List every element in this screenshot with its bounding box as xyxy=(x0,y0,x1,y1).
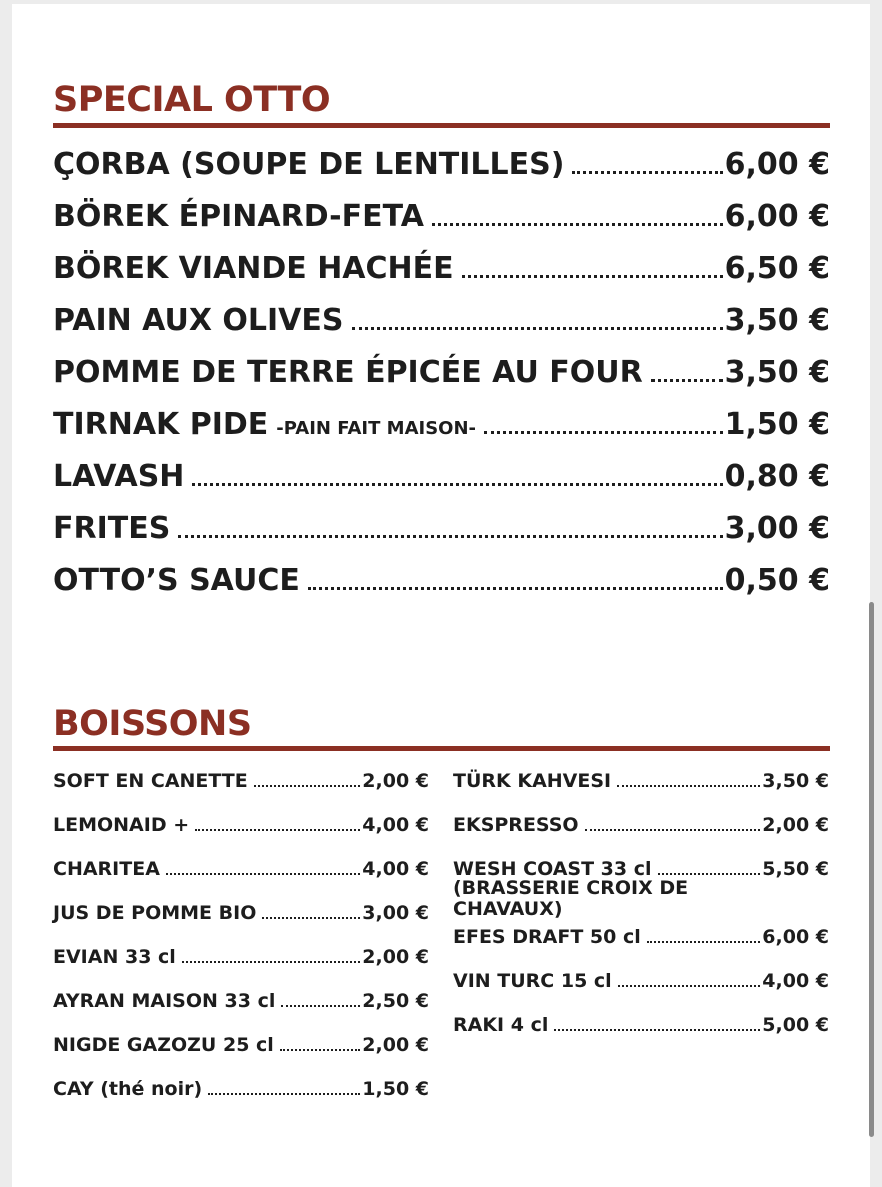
drink-name: EVIAN 33 cl xyxy=(53,946,176,968)
menu-item xyxy=(53,143,830,187)
item-price: 3,00 € xyxy=(724,511,830,546)
dot-leader xyxy=(281,1004,360,1007)
menu-item xyxy=(53,195,830,239)
drink-price: 2,00 € xyxy=(362,1034,429,1056)
drink-item xyxy=(453,766,829,810)
drink-item xyxy=(53,1074,429,1118)
dot-leader xyxy=(195,828,360,831)
menu-item xyxy=(53,455,830,499)
drink-name: RAKI 4 cl xyxy=(453,1014,549,1036)
dot-leader xyxy=(617,784,760,787)
dot-leader xyxy=(182,960,360,963)
drink-price: 6,00 € xyxy=(762,926,829,948)
dot-leader xyxy=(208,1092,360,1095)
drink-price: 2,00 € xyxy=(762,814,829,836)
dot-leader xyxy=(262,916,360,919)
drink-item xyxy=(53,986,429,1030)
item-price: 6,50 € xyxy=(724,251,830,286)
menu-item xyxy=(53,403,830,447)
drink-name: SOFT EN CANETTE xyxy=(53,770,248,792)
drink-item xyxy=(453,922,829,966)
drink-item xyxy=(453,966,829,1010)
menu-item xyxy=(53,559,830,603)
drink-name: CAY (thé noir) xyxy=(53,1078,203,1100)
drink-price: 2,00 € xyxy=(362,946,429,968)
drink-price: 3,00 € xyxy=(362,902,429,924)
menu-item xyxy=(53,247,830,291)
item-name: LAVASH xyxy=(53,459,185,494)
dot-leader xyxy=(178,534,722,538)
drinks-divider xyxy=(53,746,830,751)
dot-leader xyxy=(432,222,723,226)
drink-name: LEMONAID + xyxy=(53,814,190,836)
item-price: 6,00 € xyxy=(724,199,830,234)
dot-leader xyxy=(651,378,723,382)
dot-leader xyxy=(254,784,361,787)
dot-leader xyxy=(572,170,722,174)
dot-leader xyxy=(647,940,761,943)
menu-page xyxy=(12,4,870,1187)
drink-price: 5,00 € xyxy=(762,1014,829,1036)
special-section-title: SPECIAL OTTO xyxy=(53,80,331,120)
item-price: 3,50 € xyxy=(724,355,830,390)
drink-price: 3,50 € xyxy=(762,770,829,792)
menu-item xyxy=(53,299,830,343)
item-price: 0,80 € xyxy=(724,459,830,494)
dot-leader xyxy=(618,984,761,987)
drink-price: 4,00 € xyxy=(762,970,829,992)
drink-item xyxy=(453,1010,829,1054)
drink-name: WESH COAST 33 cl xyxy=(453,858,652,880)
drink-name: JUS DE POMME BIO xyxy=(53,902,257,924)
dot-leader xyxy=(462,274,723,278)
menu-item xyxy=(53,507,830,551)
dot-leader xyxy=(585,828,761,831)
dot-leader xyxy=(280,1048,360,1051)
special-divider xyxy=(53,123,830,128)
drink-name: TÜRK KAHVESI xyxy=(453,770,612,792)
drink-name: NIGDE GAZOZU 25 cl xyxy=(53,1034,274,1056)
item-name: ÇORBA (SOUPE DE LENTILLES) xyxy=(53,147,565,182)
drink-name: AYRAN MAISON 33 cl xyxy=(53,990,276,1012)
dot-leader xyxy=(658,872,761,875)
dot-leader xyxy=(308,586,723,590)
drink-price: 2,00 € xyxy=(362,770,429,792)
item-name: FRITES xyxy=(53,511,171,546)
item-price: 3,50 € xyxy=(724,303,830,338)
item-name: OTTO’S SAUCE xyxy=(53,563,300,598)
item-name: PAIN AUX OLIVES xyxy=(53,303,344,338)
drink-name: CHARITEA xyxy=(53,858,160,880)
drink-item xyxy=(53,942,429,986)
drink-name: VIN TURC 15 cl xyxy=(453,970,612,992)
vertical-scrollbar[interactable] xyxy=(869,602,874,1137)
drink-price: 2,50 € xyxy=(362,990,429,1012)
drinks-section-title: BOISSONS xyxy=(53,704,252,744)
dot-leader xyxy=(192,482,722,486)
dot-leader xyxy=(484,430,723,434)
drink-item xyxy=(53,1030,429,1074)
dot-leader xyxy=(166,872,360,875)
drink-subtitle: (BRASSERIE CROIX DE CHAVAUX) xyxy=(453,877,689,920)
drink-name: EKSPRESSO xyxy=(453,814,579,836)
drink-price: 1,50 € xyxy=(362,1078,429,1100)
drink-name: EFES DRAFT 50 cl xyxy=(453,926,641,948)
item-price: 1,50 € xyxy=(724,407,830,442)
drink-item xyxy=(53,810,429,854)
drink-item xyxy=(453,810,829,854)
drink-price: 4,00 € xyxy=(362,814,429,836)
item-name: BÖREK VIANDE HACHÉE xyxy=(53,251,454,286)
item-note: -PAIN FAIT MAISON- xyxy=(276,418,477,439)
dot-leader xyxy=(554,1028,760,1031)
item-price: 0,50 € xyxy=(724,563,830,598)
item-name: TIRNAK PIDE xyxy=(53,407,269,442)
drinks-right-column xyxy=(453,766,829,1054)
menu-item xyxy=(53,351,830,395)
drinks-left-column xyxy=(53,766,429,1118)
item-name: POMME DE TERRE ÉPICÉE AU FOUR xyxy=(53,355,643,390)
drink-price: 4,00 € xyxy=(362,858,429,880)
item-price: 6,00 € xyxy=(724,147,830,182)
drink-item xyxy=(53,854,429,898)
drink-item xyxy=(53,898,429,942)
drink-price: 5,50 € xyxy=(762,858,829,880)
item-name: BÖREK ÉPINARD-FETA xyxy=(53,199,424,234)
dot-leader xyxy=(352,326,723,330)
drink-item xyxy=(53,766,429,810)
